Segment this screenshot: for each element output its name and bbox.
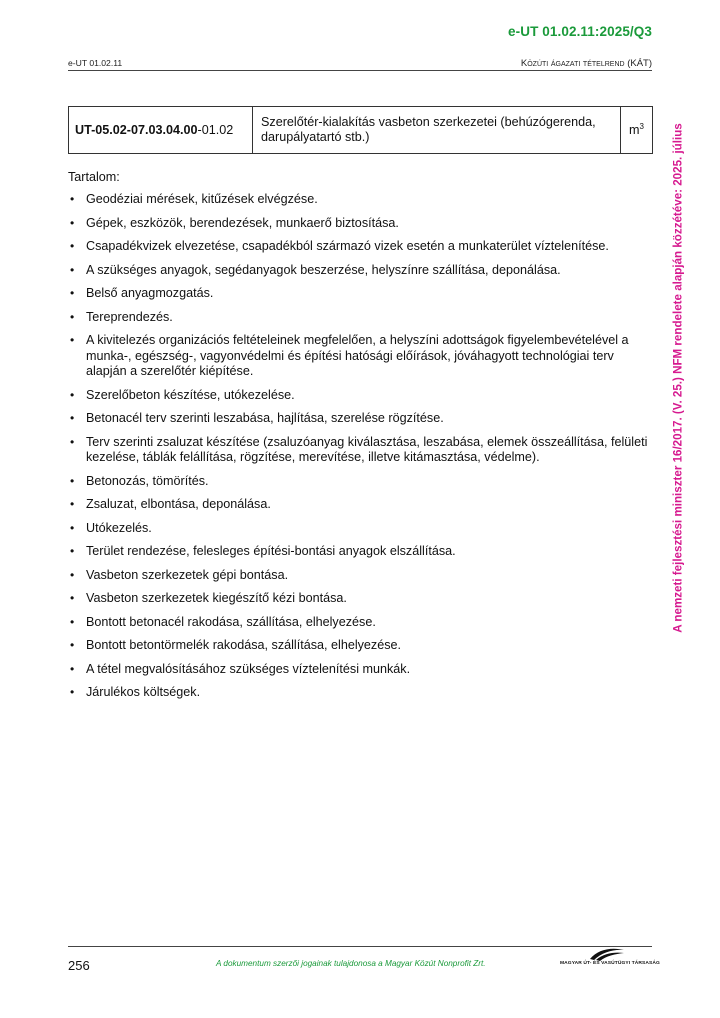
item-code-suffix: -01.02 xyxy=(197,122,234,137)
content-heading: Tartalom: xyxy=(68,170,120,184)
list-item-text: Vasbeton szerkezetek kiegészítő kézi bontása. xyxy=(86,591,347,605)
list-item xyxy=(68,521,648,537)
list-item-text: Betonozás, tömörítés. xyxy=(86,473,209,488)
bullet-icon: • xyxy=(70,567,75,582)
list-item-text: Bontott betonacél rakodása, szállítása, elhelyezése. xyxy=(86,614,376,629)
list-item xyxy=(68,310,648,326)
list-item xyxy=(68,333,648,380)
list-item-text: Bontott betontörmelék rakodása, szállítása, elhelyezése. xyxy=(86,638,402,652)
list-item-text: Tereprendezés. xyxy=(86,309,173,324)
side-note-text: A nemzeti fejlesztési miniszter 16/2017. (V. 25.) NFM rendelete alapján közzétéve: 2025. július xyxy=(671,123,685,633)
item-unit-cell xyxy=(621,107,653,154)
bullet-icon: • xyxy=(70,286,75,300)
header-left-label: e-UT 01.02.11 xyxy=(68,58,123,68)
item-description: Szerelőtér-kialakítás vasbeton szerkezetei (behúzógerenda, darupályatartó stb.) xyxy=(253,107,621,154)
bullet-icon: • xyxy=(70,520,75,535)
list-item xyxy=(68,615,648,631)
bullet-icon: • xyxy=(70,591,75,605)
side-note xyxy=(668,123,688,633)
list-item xyxy=(68,544,648,560)
list-item-text: Gépek, eszközök, berendezések, munkaerő biztosítása. xyxy=(86,215,399,230)
list-item xyxy=(68,388,648,404)
bullet-icon: • xyxy=(70,215,75,230)
item-unit-base: m xyxy=(629,122,640,137)
bullet-icon: • xyxy=(70,262,75,277)
bullet-icon: • xyxy=(70,544,75,558)
list-item-text: Geodéziai mérések, kitűzések elvégzése. xyxy=(86,192,318,206)
logo-mark-icon xyxy=(588,947,626,961)
list-item xyxy=(68,685,648,701)
list-item xyxy=(68,263,648,279)
list-item-text: A szükséges anyagok, segédanyagok beszerzése, helyszínre szállítása, deponálása. xyxy=(86,262,561,277)
list-item-text: Vasbeton szerkezetek gépi bontása. xyxy=(86,567,289,582)
bullet-icon: • xyxy=(70,614,75,629)
list-item-text: Terv szerinti zsaluzat készítése (zsaluzóanyag kiválasztása, leszabása, elemek összeállítása, felületi kezelése, táblák felállítása, rögzítése, merevítése, illetve kitámasztása, védelme). xyxy=(86,434,648,464)
copyright-notice: A dokumentum szerzői jogainak tulajdonosa a Magyar Közút Nonprofit Zrt. xyxy=(216,959,486,968)
list-item xyxy=(68,591,648,607)
page-number: 256 xyxy=(68,958,90,973)
item-row xyxy=(69,107,653,154)
list-item xyxy=(68,435,648,466)
list-item xyxy=(68,568,648,584)
list-item xyxy=(68,638,648,654)
item-unit-exponent: 3 xyxy=(639,121,644,131)
list-item xyxy=(68,239,648,255)
list-item-text: Járulékos költségek. xyxy=(86,685,201,699)
list-item xyxy=(68,286,648,302)
list-item-text: A tétel megvalósításához szükséges víztelenítési munkák. xyxy=(86,661,411,676)
list-item xyxy=(68,411,648,427)
bullet-icon: • xyxy=(70,333,75,347)
list-item-text: Utókezelés. xyxy=(86,520,152,535)
bullet-icon: • xyxy=(70,239,75,253)
list-item-text: Szerelőbeton készítése, utókezelése. xyxy=(86,387,295,402)
bullet-icon: • xyxy=(70,434,75,449)
item-code-main: UT-05.02-07.03.04.00 xyxy=(75,122,198,137)
organization-logo xyxy=(560,947,660,971)
bullet-icon: • xyxy=(70,497,75,511)
bullet-icon: • xyxy=(70,411,75,425)
bullet-icon: • xyxy=(70,309,75,324)
item-table xyxy=(68,106,653,154)
list-item xyxy=(68,192,648,208)
item-code-cell xyxy=(69,107,253,154)
document-code: e-UT 01.02.11:2025/Q3 xyxy=(508,24,652,39)
bullet-icon: • xyxy=(70,387,75,402)
list-item-text: Terület rendezése, felesleges építési-bontási anyagok elszállítása. xyxy=(86,544,456,558)
list-item xyxy=(68,474,648,490)
list-item-text: A kivitelezés organizációs feltételeinek megfelelően, a helyszíni adottságok figyelembevételével a munka-, egészség-, vagyonvédelmi és építési hatósági előírások, jóváhagyott technológiai terv alapján a szerelőtér kiépítése. xyxy=(86,333,629,378)
bullet-icon: • xyxy=(70,473,75,488)
list-item-text: Belső anyagmozgatás. xyxy=(86,286,214,300)
header-right-label: Közúti ágazati tételrend (KÁT) xyxy=(520,58,652,69)
bullet-icon: • xyxy=(70,661,75,676)
content-list xyxy=(68,192,648,709)
list-item-text: Betonacél terv szerinti leszabása, hajlítása, szerelése rögzítése. xyxy=(86,411,444,425)
list-item xyxy=(68,662,648,678)
list-item-text: Csapadékvizek elvezetése, csapadékból származó vizek esetén a munkaterület víztelenítése. xyxy=(86,239,609,253)
bullet-icon: • xyxy=(70,638,75,652)
list-item xyxy=(68,216,648,232)
bullet-icon: • xyxy=(70,685,75,699)
running-header xyxy=(68,56,652,70)
bullet-icon: • xyxy=(70,192,75,206)
logo-text: MAGYAR ÚT- ÉS VASÚTÜGYI TÁRSASÁG xyxy=(560,961,660,966)
list-item-text: Zsaluzat, elbontása, deponálása. xyxy=(86,497,271,511)
header-divider xyxy=(68,70,652,71)
list-item xyxy=(68,497,648,513)
